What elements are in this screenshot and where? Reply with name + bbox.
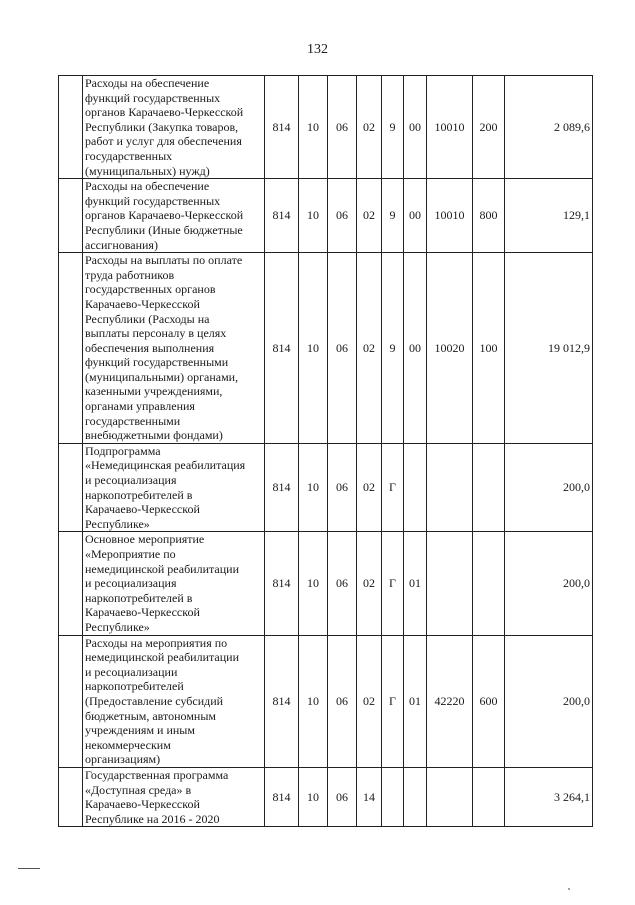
code-subsection: 06 xyxy=(328,76,357,179)
code-ministry: 814 xyxy=(265,179,299,253)
code-measure xyxy=(404,767,427,826)
code-measure xyxy=(404,443,427,532)
page-number: 132 xyxy=(307,42,328,57)
row-description: Подпрограмма «Немедицинская реабилитация и ресоциализация наркопотребителей в Карачаево-Черкесской Республике» xyxy=(83,443,265,532)
code-expense-type: 200 xyxy=(473,76,505,179)
code-section: 10 xyxy=(299,179,328,253)
scan-speck xyxy=(568,888,570,890)
code-measure: 00 xyxy=(404,253,427,444)
code-expense-type xyxy=(473,443,505,532)
code-section: 10 xyxy=(299,532,328,635)
code-measure: 01 xyxy=(404,532,427,635)
code-subsection: 06 xyxy=(328,253,357,444)
code-measure: 00 xyxy=(404,76,427,179)
code-direction xyxy=(427,443,473,532)
code-subprogram: Г xyxy=(382,532,404,635)
footer-divider xyxy=(18,868,40,869)
code-subsection: 06 xyxy=(328,635,357,767)
code-program: 02 xyxy=(357,179,382,253)
code-program: 02 xyxy=(357,635,382,767)
code-ministry: 814 xyxy=(265,635,299,767)
row-description: Государственная программа «Доступная среда» в Карачаево-Черкесской Республике на 2016 - 2020 xyxy=(83,767,265,826)
code-expense-type xyxy=(473,767,505,826)
code-program: 02 xyxy=(357,443,382,532)
table-row xyxy=(59,76,593,179)
code-program: 02 xyxy=(357,532,382,635)
code-direction: 10020 xyxy=(427,253,473,444)
row-description: Расходы на выплаты по оплате труда работников государственных органов Карачаево-Черкесской Республики (Расходы на выплаты персоналу в целях обеспечения выполнения функций государственными (муниципальными) органами, казенными учреждениями, органами управления государственными внебюджетными фондами) xyxy=(83,253,265,444)
code-measure: 01 xyxy=(404,635,427,767)
code-subprogram: Г xyxy=(382,443,404,532)
code-subprogram xyxy=(382,767,404,826)
code-direction: 10010 xyxy=(427,179,473,253)
code-ministry: 814 xyxy=(265,443,299,532)
row-amount: 200,0 xyxy=(505,443,593,532)
row-amount: 19 012,9 xyxy=(505,253,593,444)
code-subsection: 06 xyxy=(328,767,357,826)
code-subsection: 06 xyxy=(328,532,357,635)
code-section: 10 xyxy=(299,635,328,767)
empty-cell xyxy=(59,635,83,767)
code-subprogram: 9 xyxy=(382,253,404,444)
code-measure: 00 xyxy=(404,179,427,253)
code-direction: 10010 xyxy=(427,76,473,179)
code-direction xyxy=(427,767,473,826)
table-row xyxy=(59,532,593,635)
table-row xyxy=(59,443,593,532)
code-expense-type: 800 xyxy=(473,179,505,253)
code-program: 14 xyxy=(357,767,382,826)
row-description: Расходы на обеспечение функций государственных органов Карачаево-Черкесской Республики (Закупка товаров, работ и услуг для обеспечения государственных (муниципальных) нужд) xyxy=(83,76,265,179)
code-section: 10 xyxy=(299,443,328,532)
code-ministry: 814 xyxy=(265,532,299,635)
code-section: 10 xyxy=(299,767,328,826)
empty-cell xyxy=(59,76,83,179)
code-subprogram: 9 xyxy=(382,179,404,253)
empty-cell xyxy=(59,443,83,532)
row-amount: 200,0 xyxy=(505,532,593,635)
code-expense-type xyxy=(473,532,505,635)
code-ministry: 814 xyxy=(265,253,299,444)
row-amount: 129,1 xyxy=(505,179,593,253)
row-amount: 200,0 xyxy=(505,635,593,767)
empty-cell xyxy=(59,532,83,635)
row-description: Расходы на мероприятия по немедицинской реабилитации и ресоциализации наркопотребителей (Предоставление субсидий бюджетным, автономным учреждениям и иным некоммерческим организациям) xyxy=(83,635,265,767)
row-description: Расходы на обеспечение функций государственных органов Карачаево-Черкесской Республики (Иные бюджетные ассигнования) xyxy=(83,179,265,253)
table-row xyxy=(59,767,593,826)
code-subprogram: 9 xyxy=(382,76,404,179)
table-row xyxy=(59,635,593,767)
row-description: Основное мероприятие «Мероприятие по немедицинской реабилитации и ресоциализация наркопотребителей в Карачаево-Черкесской Республике» xyxy=(83,532,265,635)
code-section: 10 xyxy=(299,76,328,179)
table-row xyxy=(59,179,593,253)
code-subsection: 06 xyxy=(328,443,357,532)
row-amount: 2 089,6 xyxy=(505,76,593,179)
row-amount: 3 264,1 xyxy=(505,767,593,826)
code-subprogram: Г xyxy=(382,635,404,767)
code-section: 10 xyxy=(299,253,328,444)
code-program: 02 xyxy=(357,253,382,444)
code-ministry: 814 xyxy=(265,767,299,826)
code-direction xyxy=(427,532,473,635)
empty-cell xyxy=(59,179,83,253)
table-row xyxy=(59,253,593,444)
empty-cell xyxy=(59,253,83,444)
code-ministry: 814 xyxy=(265,76,299,179)
code-subsection: 06 xyxy=(328,179,357,253)
code-expense-type: 600 xyxy=(473,635,505,767)
code-expense-type: 100 xyxy=(473,253,505,444)
code-direction: 42220 xyxy=(427,635,473,767)
budget-table xyxy=(58,75,593,827)
empty-cell xyxy=(59,767,83,826)
code-program: 02 xyxy=(357,76,382,179)
